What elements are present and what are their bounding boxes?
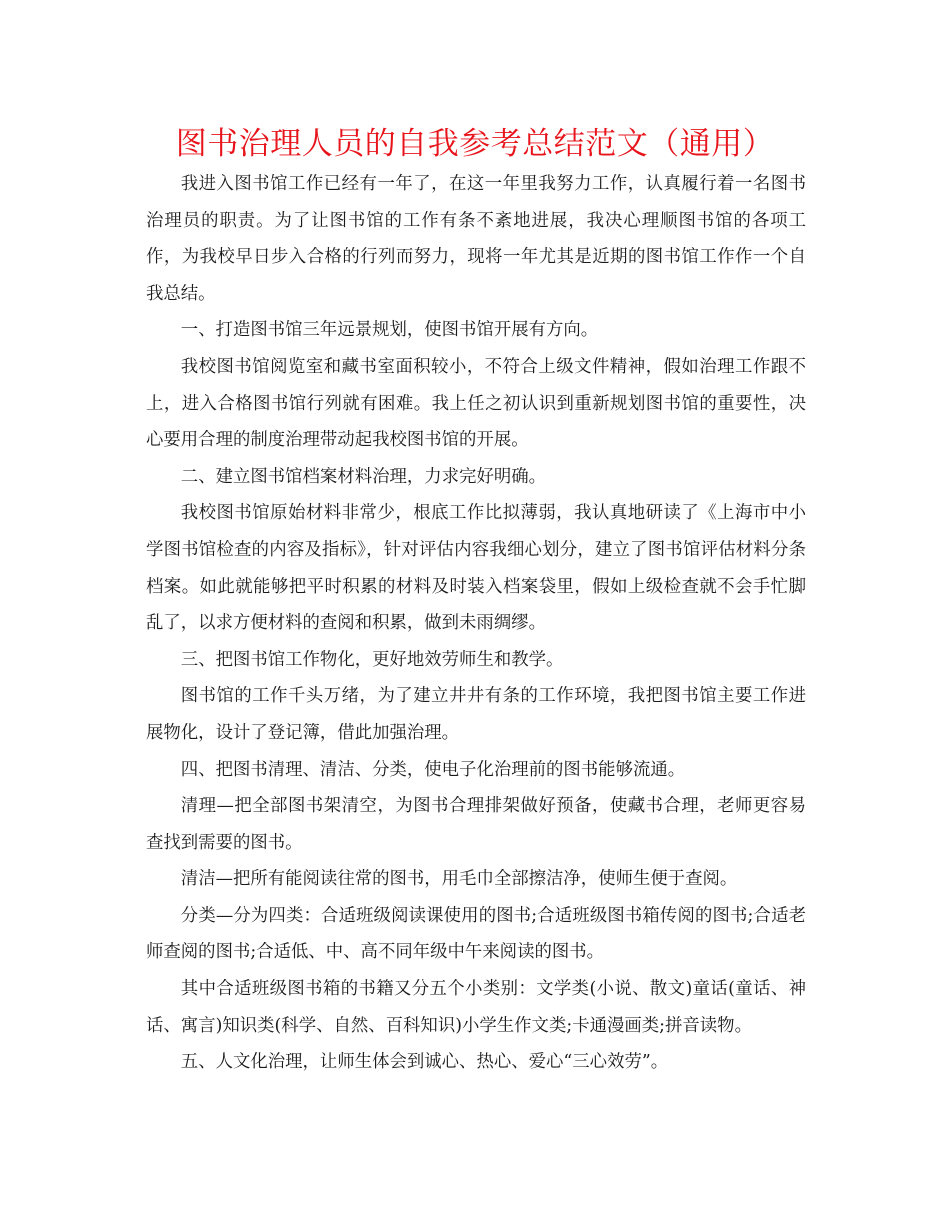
paragraph: 清洁—把所有能阅读往常的图书，用毛巾全部擦洁净，使师生便于查阅。: [180, 869, 738, 890]
paragraph: 清理—把全部图书架清空，为图书合理排架做好预备，使藏书合理，老师更容易查找到需要的图书。: [146, 796, 806, 853]
paragraph-intro: 我进入图书馆工作已经有一年了，在这一年里我努力工作，认真履行着一名图书治理员的职责。为了让图书馆的工作有条不紊地进展，我决心理顺图书馆的各项工作，为我校早日步入合格的行列而努力，现将一年尤其是近期的图书馆工作作一个自我总结。: [146, 174, 806, 304]
section-heading-4: 四、把图书清理、清洁、分类，使电子化治理前的图书能够流通。: [180, 759, 686, 780]
paragraph: 图书馆的工作千头万绪，为了建立井井有条的工作环境，我把图书馆主要工作进展物化，设计了登记簿，借此加强治理。: [146, 686, 806, 743]
document-title: 图书治理人员的自我参考总结范文（通用）: [175, 126, 775, 162]
section-heading-1: 一、打造图书馆三年远景规划，使图书馆开展有方向。: [180, 320, 599, 341]
paragraph: 其中合适班级图书箱的书籍又分五个小类别：文学类(小说、散文)童话(童话、神话、寓言)知识类(科学、自然、百科知识)小学生作文类;卡通漫画类;拼音读物。: [146, 979, 806, 1036]
section-heading-2: 二、建立图书馆档案材料治理，力求完好明确。: [180, 466, 547, 487]
paragraph: 我校图书馆阅览室和藏书室面积较小，不符合上级文件精神，假如治理工作跟不上，进入合格图书馆行列就有困难。我上任之初认识到重新规划图书馆的重要性，决心要用合理的制度治理带动起我校图书馆的开展。: [146, 356, 806, 451]
paragraph: 我校图书馆原始材料非常少，根底工作比拟薄弱，我认真地研读了《上海市中小学图书馆检查的内容及指标》，针对评估内容我细心划分，建立了图书馆评估材料分条档案。如此就能够把平时积累的材料及时装入档案袋里，假如上级检查就不会手忙脚乱了，以求方便材料的查阅和积累，做到未雨绸缪。: [146, 503, 806, 634]
section-heading-3: 三、把图书馆工作物化，更好地效劳师生和教学。: [180, 649, 564, 670]
paragraph: 分类—分为四类：合适班级阅读课使用的图书;合适班级图书箱传阅的图书;合适老师查阅的图书;合适低、中、高不同年级中午来阅读的图书。: [146, 905, 806, 963]
document-body: [146, 166, 806, 1081]
section-heading-5: 五、人文化治理，让师生体会到诚心、热心、爱心“三心效劳”。: [180, 1052, 669, 1073]
